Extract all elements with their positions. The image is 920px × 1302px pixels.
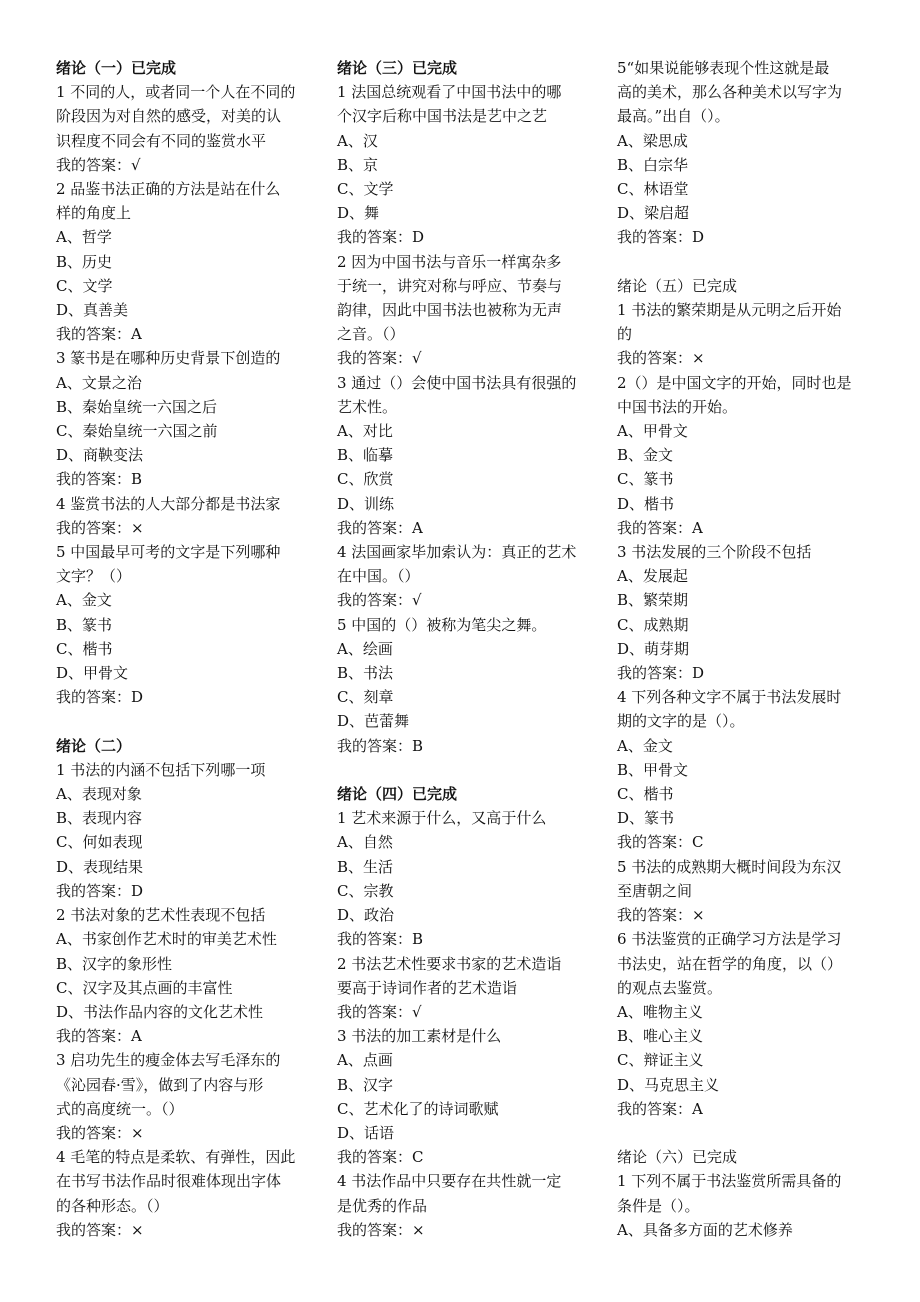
question-text-line: 在书写书法作品时很难体现出字体: [56, 1172, 282, 1191]
question-section: [617, 56, 875, 250]
answer-option: B、甲骨文: [617, 760, 689, 779]
question-text-line: 个汉字后称中国书法是艺中之艺: [337, 107, 548, 126]
answer-option: D、舞: [337, 204, 380, 223]
answer-option: B、白宗华: [617, 155, 689, 174]
answer-option: C、文学: [56, 276, 113, 295]
answer-option: A、唯物主义: [617, 1002, 703, 1021]
answer-option: B、生活: [337, 857, 394, 876]
answer-option: B、书法: [337, 664, 394, 683]
question-text-line: 在中国。（）: [337, 567, 420, 586]
question-text-line: 书法史，站在哲学的角度，以（）: [617, 954, 843, 973]
section-title: 绪论（二）: [56, 736, 132, 755]
question-text-line: 高的美术，那么各种美术以写字为: [617, 83, 843, 102]
answer-option: B、京: [337, 155, 379, 174]
my-answer: 我的答案：×: [56, 518, 144, 537]
question-text-line: 是优秀的作品: [337, 1196, 428, 1215]
question-text-line: 2 书法艺术性要求书家的艺术造诣: [337, 954, 562, 973]
question-text-line: 2（）是中国文字的开始，同时也是: [617, 373, 852, 392]
answer-option: D、马克思主义: [617, 1075, 720, 1094]
question-text-line: 之音。（）: [337, 325, 405, 344]
question-text-line: 文字？（）: [56, 567, 132, 586]
answer-option: A、具备多方面的艺术修养: [617, 1220, 793, 1239]
question-text-line: 1 艺术来源于什么，又高于什么: [337, 809, 547, 828]
question-text-line: 的: [617, 325, 633, 344]
my-answer: 我的答案：C: [617, 833, 704, 852]
answer-option: A、点画: [337, 1051, 393, 1070]
answer-option: C、宗教: [337, 881, 394, 900]
question-text-line: 2 品鉴书法正确的方法是站在什么: [56, 180, 281, 199]
answer-option: C、艺术化了的诗词歌赋: [337, 1099, 499, 1118]
question-text-line: 识程度不同会有不同的鉴赏水平: [56, 131, 267, 150]
answer-option: A、汉: [337, 131, 378, 150]
question-text-line: 《沁园春·雪》，做到了内容与形: [56, 1075, 264, 1094]
answer-option: B、金文: [617, 446, 674, 465]
question-text-line: 5 中国最早可考的文字是下列哪种: [56, 543, 281, 562]
answer-option: D、楷书: [617, 494, 675, 513]
question-text-line: 1 书法的内涵不包括下列哪一项: [56, 760, 266, 779]
answer-option: B、临摹: [337, 446, 394, 465]
answer-option: C、辩证主义: [617, 1051, 704, 1070]
section-title: 绪论（三）已完成: [337, 59, 458, 77]
answer-option: C、林语堂: [617, 180, 689, 199]
my-answer: 我的答案：×: [617, 906, 705, 925]
question-text-line: 5“如果说能够表现个性这就是最: [617, 59, 830, 77]
answer-option: D、梁启超: [617, 204, 690, 223]
my-answer: 我的答案：B: [337, 736, 424, 755]
question-text-line: 6 书法鉴赏的正确学习方法是学习: [617, 930, 842, 949]
answer-option: A、绘画: [337, 639, 393, 658]
answer-option: A、自然: [337, 833, 393, 852]
answer-option: D、政治: [337, 906, 395, 925]
question-text-line: 中国书法的开始。: [617, 397, 738, 416]
question-section: [56, 56, 314, 709]
answer-option: C、篆书: [617, 470, 674, 489]
question-text-line: 4 下列各种文字不属于书法发展时: [617, 688, 842, 707]
answer-option: D、表现结果: [56, 857, 144, 876]
question-text-line: 4 毛笔的特点是柔软、有弹性，因此: [56, 1148, 296, 1167]
my-answer: 我的答案：×: [337, 1220, 425, 1239]
my-answer: 我的答案：×: [617, 349, 705, 368]
question-text-line: 艺术性。: [337, 397, 398, 416]
answer-option: D、训练: [337, 494, 395, 513]
question-text-line: 最高。”出自（）。: [617, 107, 730, 126]
section-title: 绪论（一）已完成: [56, 59, 177, 77]
answer-option: A、书家创作艺术时的审美艺术性: [56, 930, 277, 949]
my-answer: 我的答案：×: [56, 1220, 144, 1239]
question-text-line: 1 法国总统观看了中国书法中的哪: [337, 83, 562, 102]
question-text-line: 期的文字的是（）。: [617, 712, 745, 731]
column-2: [337, 56, 595, 1242]
my-answer: 我的答案：D: [617, 664, 705, 683]
question-section: [56, 734, 314, 1242]
answer-option: D、商鞅变法: [56, 446, 144, 465]
answer-option: A、梁思成: [617, 131, 688, 150]
question-text-line: 至唐朝之间: [617, 881, 693, 900]
answer-option: B、汉字: [337, 1075, 394, 1094]
answer-option: B、篆书: [56, 615, 113, 634]
answer-option: B、汉字的象形性: [56, 954, 173, 973]
question-text-line: 式的高度统一。（）: [56, 1099, 184, 1118]
section-title: 绪论（六）已完成: [617, 1148, 738, 1167]
my-answer: 我的答案：√: [337, 591, 422, 610]
section-title: 绪论（四）已完成: [337, 785, 458, 804]
answer-option: A、表现对象: [56, 785, 142, 804]
answer-option: C、汉字及其点画的丰富性: [56, 978, 233, 997]
question-text-line: 4 法国画家毕加索认为：真正的艺术: [337, 543, 577, 562]
answer-option: B、繁荣期: [617, 591, 689, 610]
question-text-line: 韵律，因此中国书法也被称为无声: [337, 301, 563, 320]
question-text-line: 3 书法发展的三个阶段不包括: [617, 543, 812, 562]
column-3: [617, 56, 875, 1242]
answer-option: B、表现内容: [56, 809, 143, 828]
question-text-line: 2 书法对象的艺术性表现不包括: [56, 906, 266, 925]
question-text-line: 要高于诗词作者的艺术造诣: [337, 978, 518, 997]
question-text-line: 1 下列不属于书法鉴赏所需具备的: [617, 1172, 842, 1191]
my-answer: 我的答案：B: [337, 930, 424, 949]
answer-option: A、金文: [617, 736, 673, 755]
my-answer: 我的答案：A: [617, 518, 703, 537]
answer-option: C、成熟期: [617, 615, 689, 634]
answer-option: A、甲骨文: [617, 422, 688, 441]
question-text-line: 1 不同的人，或者同一个人在不同的: [56, 83, 296, 102]
answer-option: D、真善美: [56, 301, 129, 320]
question-text-line: 5 书法的成熟期大概时间段为东汉: [617, 857, 842, 876]
answer-option: A、文景之治: [56, 373, 142, 392]
my-answer: 我的答案：A: [337, 518, 423, 537]
question-text-line: 样的角度上: [56, 204, 132, 223]
answer-option: C、秦始皇统一六国之前: [56, 422, 218, 441]
my-answer: 我的答案：A: [56, 1027, 142, 1046]
question-section: [337, 56, 595, 758]
question-text-line: 1 书法的繁荣期是从元明之后开始: [617, 301, 842, 320]
answer-option: D、书法作品内容的文化艺术性: [56, 1002, 264, 1021]
answer-option: C、刻章: [337, 688, 394, 707]
answer-option: D、芭蕾舞: [337, 712, 410, 731]
answer-option: C、欣赏: [337, 470, 394, 489]
answer-option: A、对比: [337, 422, 393, 441]
answer-option: D、萌芽期: [617, 639, 690, 658]
my-answer: 我的答案：B: [56, 470, 143, 489]
answer-option: D、话语: [337, 1123, 395, 1142]
my-answer: 我的答案：√: [337, 349, 422, 368]
question-text-line: 的观点去鉴赏。: [617, 978, 723, 997]
question-section: [617, 1145, 875, 1242]
my-answer: 我的答案：D: [56, 881, 144, 900]
question-text-line: 3 启功先生的瘦金体去写毛泽东的: [56, 1051, 281, 1070]
question-text-line: 3 篆书是在哪种历史背景下创造的: [56, 349, 281, 368]
question-text-line: 的各种形态。（）: [56, 1196, 169, 1215]
answer-option: A、发展起: [617, 567, 688, 586]
answer-option: D、篆书: [617, 809, 675, 828]
answer-option: C、何如表现: [56, 833, 143, 852]
question-text-line: 3 通过（）会使中国书法具有很强的: [337, 373, 577, 392]
question-text-line: 2 因为中国书法与音乐一样寓杂多: [337, 252, 562, 271]
answer-option: C、楷书: [56, 639, 113, 658]
my-answer: 我的答案：√: [337, 1002, 422, 1021]
my-answer: 我的答案：D: [56, 688, 144, 707]
question-text-line: 阶段因为对自然的感受，对美的认: [56, 107, 282, 126]
section-title: 绪论（五）已完成: [617, 276, 738, 295]
my-answer: 我的答案：×: [56, 1123, 144, 1142]
question-text-line: 4 书法作品中只要存在共性就一定: [337, 1172, 562, 1191]
answer-option: D、甲骨文: [56, 664, 129, 683]
column-1: [56, 56, 314, 1242]
answer-option: A、金文: [56, 591, 112, 610]
answer-option: C、楷书: [617, 785, 674, 804]
question-text-line: 条件是（）。: [617, 1196, 700, 1215]
question-text-line: 4 鉴赏书法的人大部分都是书法家: [56, 494, 281, 513]
answer-option: B、历史: [56, 252, 113, 271]
my-answer: 我的答案：A: [56, 325, 142, 344]
question-text-line: 3 书法的加工素材是什么: [337, 1027, 502, 1046]
answer-option: A、哲学: [56, 228, 112, 247]
my-answer: 我的答案：C: [337, 1148, 424, 1167]
my-answer: 我的答案：D: [337, 228, 425, 247]
question-text-line: 5 中国的（）被称为笔尖之舞。: [337, 615, 547, 634]
question-section: [337, 782, 595, 1242]
question-section: [617, 274, 875, 1121]
my-answer: 我的答案：D: [617, 228, 705, 247]
answer-option: B、唯心主义: [617, 1027, 704, 1046]
answer-option: B、秦始皇统一六国之后: [56, 397, 218, 416]
my-answer: 我的答案：√: [56, 155, 141, 174]
my-answer: 我的答案：A: [617, 1099, 703, 1118]
question-text-line: 于统一，讲究对称与呼应、节奏与: [337, 276, 563, 295]
answer-option: C、文学: [337, 180, 394, 199]
